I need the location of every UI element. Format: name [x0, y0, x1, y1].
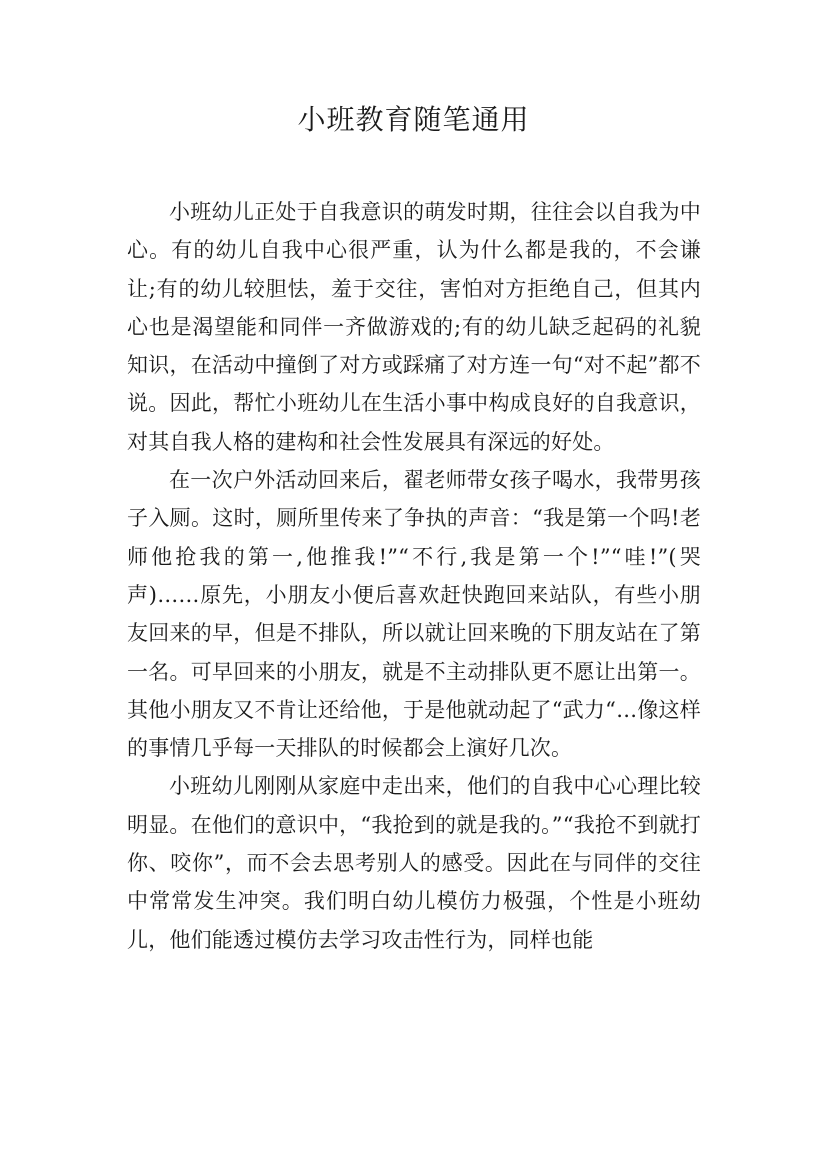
- paragraph-2: 在一次户外活动回来后，翟老师带女孩子喝水，我带男孩子入厕。这时，厕所里传来了争执的声音：“我是第一个吗!老师他抢我的第一,他推我!”“不行,我是第一个!”“哇!”(哭声)……原先，小朋友小便后喜欢赶快跑回来站队，有些小朋友回来的早，但是不排队，所以就让回来晚的下朋友站在了第一名。可早回来的小朋友，就是不主动排队更不愿让出第一。其他小朋友又不肯让还给他，于是他就动起了“武力“…像这样的事情几乎每一天排队的时候都会上演好几次。: [127, 468, 701, 761]
- paragraph-1: 小班幼儿正处于自我意识的萌发时期，往往会以自我为中心。有的幼儿自我中心很严重，认为什么都是我的，不会谦让;有的幼儿较胆怯，羞于交往，害怕对方拒绝自己，但其内心也是渴望能和同伴一齐做游戏的;有的幼儿缺乏起码的礼貌知识，在活动中撞倒了对方或踩痛了对方连一句“对不起”都不说。因此，帮忙小班幼儿在生活小事中构成良好的自我意识，对其自我人格的建构和社会性发展具有深远的好处。: [127, 200, 701, 454]
- document-body: [127, 193, 701, 959]
- paragraph-3: 小班幼儿刚刚从家庭中走出来，他们的自我中心心理比较明显。在他们的意识中，“我抢到的就是我的。”“我抢不到就打你、咬你”，而不会去思考别人的感受。因此在与同伴的交往中常常发生冲突。我们明白幼儿模仿力极强，个性是小班幼儿，他们能透过模仿去学习攻击性行为，同样也能: [127, 774, 701, 952]
- document-title: 小班教育随笔通用: [297, 103, 530, 136]
